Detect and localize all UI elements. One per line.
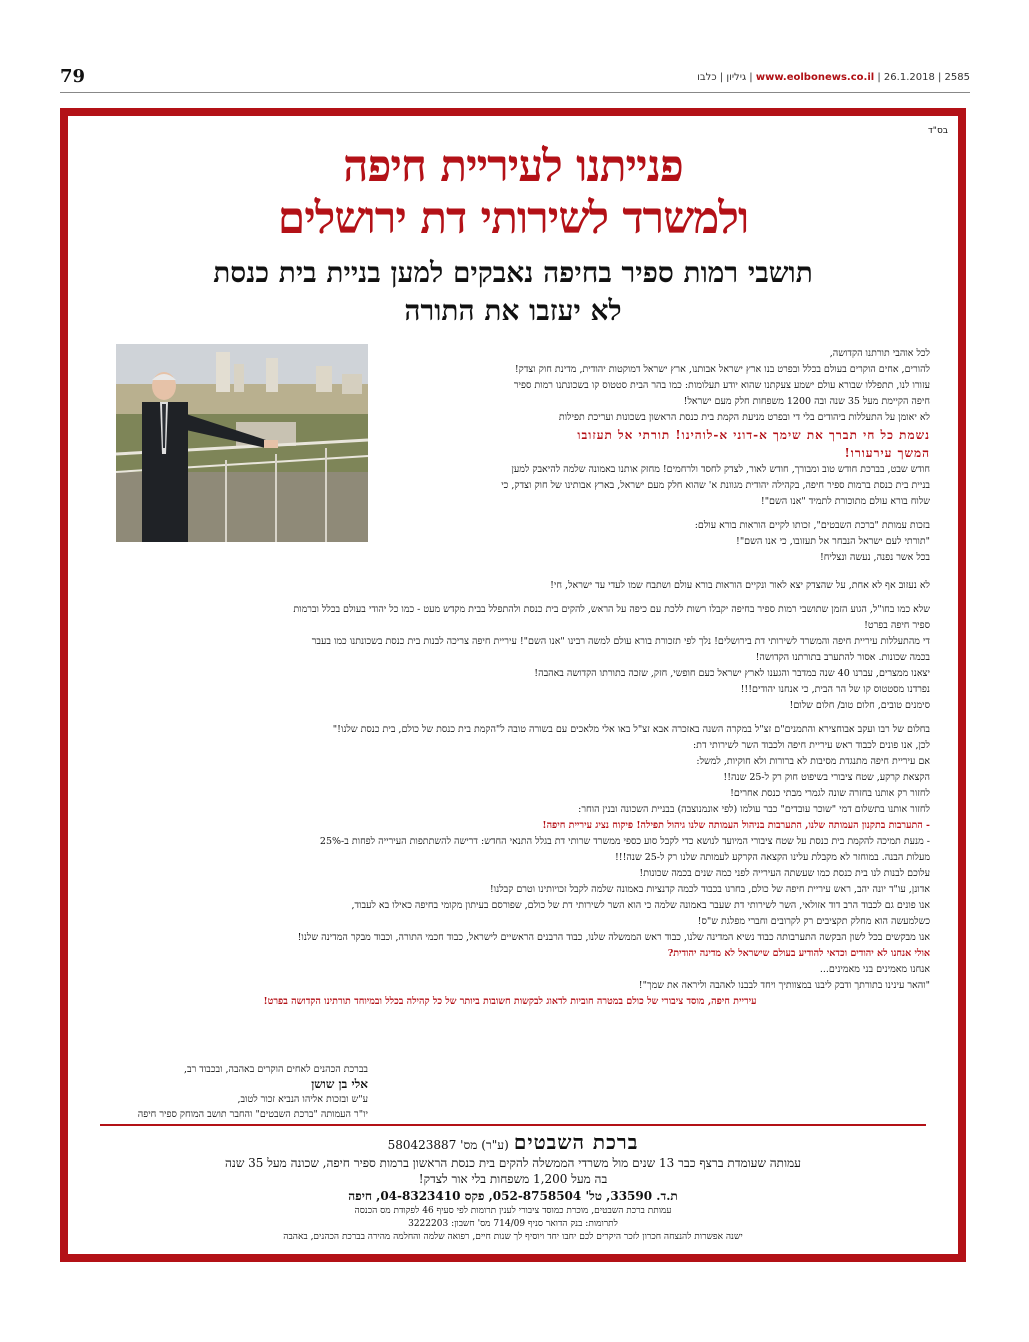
text-line: - מנעת תמיכה להקמת בית כנסת על שטח ציבורי המיועד לנושא כדי לקבל סוע כספי ממשרד שרותי דת בגלל התנאי החדש: דרישה להשתתפות העירייה לפחות ב-25% (319, 836, 930, 847)
text-line: די מהתעללות עיריית חיפה והמשרד לשירותי דת בירושלים! נלך לפי תזכורת בורא עולם למשה רבינו "אנו השם"! עיריית חיפה צריכה לבנות בית כנסת בשכונתנו כמו בעבר (311, 636, 930, 647)
footer (68, 1130, 958, 1244)
text-line: לכן, אנו פונים לכבוד ראש עיריית חיפה ולכבוד השר לשירותי דת: (692, 740, 930, 751)
signature-name: אלי בן שושן (311, 1077, 368, 1091)
text-line: עלוכם לבנות לנו בית כנסת כמו שעשתה העירייה לפני כמה שנים בכמה שכונות! (639, 868, 930, 879)
text-line: לכל אוהבי תורתנו הקדושה, (829, 348, 930, 359)
text-line: כשלמעשה הוא מחלק תקציבים רק לקרובים וחברי מפלגת ש"ס! (697, 916, 930, 927)
red-line: עיריית חיפה, מוסד ציבורי של כולם במטרה חוביות לדאוג לבקשות חשובות ביותר של כל קהילה בכלל ובמיוחד תורתינו הקדושה בפרט! (263, 996, 757, 1007)
subheadline-line-1: תושבי רמות ספיר בחיפה נאבקים למען בניית בית כנסת (213, 256, 813, 289)
site-link[interactable]: www.eolbonews.co.il (755, 72, 875, 83)
subheadline-line-2: לא יעזבו את התורה (404, 294, 622, 327)
header-info: www.eolbonews.co.il | 26.1.2018 | 2585 | גיליון | כלבו (697, 72, 970, 83)
header-divider (60, 92, 970, 93)
org-name: ברכת השבטים (513, 1130, 639, 1154)
footer-small-line: עמותת ברכת השבטים, מוכרת כמוסד ציבורי לענין תרומות לפי סעיף 46 לפקודת מס הכנסה (354, 1206, 672, 1216)
text-line: מעלות הבנה. במוחזר לא מקבלת עלינו הקצאה הקרקע לעמותה שלנו רק ל-25 שנה!!! (614, 852, 930, 863)
text-line: לחזור אותנו בתשלום דמי "שוכר עובדים" כבר עולמו (לפי אונמנוצבה) בבניית השכונה ובנין הוחר: (578, 804, 930, 815)
signature-block (98, 1062, 368, 1122)
text-line: בכל אשר נפנה, נעשה ונצליח! (819, 552, 930, 563)
text-line: הקצאת קרקע, שטח ציבורי בשיפוט חוק רק ל-25 שנה!! (723, 772, 930, 783)
text-line: "והאר עינינו בתורתך ודבק ליבנו במצוותיך ויחד לבבנו לאהבה וליראה את שמך"! (638, 980, 930, 991)
page-number: 79 (60, 66, 86, 87)
signature-line: ע"ש ובזכות אליהו הנביא זכור לטוב, (237, 1094, 368, 1105)
footer-line: עמותה שעומדת ברצף כבר 13 שנים מול משרדי הממשלה להקים בית כנסת הראשון ברמות ספיר חיפה, שכונה מעל 35 שנה (225, 1156, 801, 1170)
red-banner: נשמת כל חי תברך את שימך א-דוני א-לוהינו! תורתי אל תעזובו (577, 428, 930, 442)
headline-line-1: פנייתנו לעיריית חיפה (343, 141, 683, 192)
red-line: אולי אנחנו לא יהודים וכדאי להודיע בעולם שישראל לא מדינה יהודית? (667, 948, 930, 959)
signature-greeting: בברכת הכהנים לאחים הוקרים באהבה, ובכבוד רב, (183, 1064, 368, 1075)
text-line: עזורו לנו, תתפללו שבורא עולם ישמע צעקתנו שהוא יודע תעלומות: כמו בהר הבית סטטוס קו בשכונתנו רמות ספיר (513, 380, 930, 391)
footer-divider (100, 1124, 926, 1126)
text-line: אנו פונים גם לכבוד הרב דוד אזולאי, השר לשירותי דת שעבר באמונה שלמה כי הוא השר לשירותי דת של כולם, שפורסם בעיתון מקומי בחיפה כאילו בא לעבוד, (351, 900, 930, 911)
footer-small-line: לתרומות: בנק הדואר סניף 714/09 מס' חשבון: 3222203 (408, 1219, 618, 1229)
text-line: אדונן, עו"ד יונה יהב, ראש עיריית חיפה של כולם, בחרנו בכבוד לכמה קדנציות באמונה שלמה לקבל זכויותינו וטרם קבלנו! (489, 884, 930, 895)
body-text-section-1 (90, 578, 930, 1010)
text-line: "תורתי לעם ישראל הנבחר אל תעזובו, כי אנו השם"! (736, 536, 930, 547)
issue-info: 26.1.2018 | 2585 | גיליון | כלבו (697, 72, 970, 83)
portrait-photo (116, 344, 368, 542)
text-line: להורים, אחים הוקרים בעולם בכלל ובפרט בנו ארץ ישראל אבותנו, ארץ ישראל דמוקטות יהודית, מדינת חוק וצדק! (514, 364, 930, 375)
headline-line-2: ולמשרד לשירותי דת ירושלים (277, 193, 749, 244)
contact-line: ת.ד. 33590, טל' 052-8758504, פקס 04-8323410, חיפה (348, 1189, 678, 1203)
text-line: סימנים טובים, חלום טוב/ חלום שלום! (789, 700, 930, 711)
text-line: לא יאומן על התעללות ביהודים בלי די ובפרט מניעת הקמת בית כנסת הראשון בשכונות ועריכת תפילות (558, 412, 930, 423)
advertisement-frame (60, 108, 966, 1262)
text-line: בניית בית כנסת ברמות ספיר חיפה, בקהילה יהודית מגוונת א' שהוא חלק מעם ישראל, בארץ אבותינו של חוק וצדק, כי (501, 480, 930, 491)
photo-illustration (116, 344, 368, 542)
intro-text (370, 346, 930, 566)
org-registration: (ע"ר) מס' 580423887 (387, 1138, 509, 1152)
text-line: אם עיריית חיפה מתנגדת מסיבות לא ברורות ולא חוקיות, למשל: (696, 756, 930, 767)
text-line: אנחנו מאמינים בני מאמינים... (819, 964, 930, 975)
text-line: יצאנו ממצרים, עברנו 40 שנה במדבר והגענו לארץ ישראל כעם חופשי, חזק, שזכה בתורתו הקדושה באהבה! (534, 668, 930, 679)
text-line: בזכות עמותת "ברכת השבטים", זכותו לקיים הוראות בורא עולם: (694, 520, 930, 531)
text-line: ספיר חיפה בפרט! (864, 620, 930, 631)
text-line: שלא כמו בחו"ל, הגוע הזמן שתושבי רמות ספיר בחיפה יקבלו רשות ללכת עם כיפה על הראש, להקים בית כנסת ולהתפלל בבית מקדש מעט - כמו כל יהודי בעולם בכלל וברמות (293, 604, 930, 615)
bsd-mark: בס"ד (927, 126, 948, 136)
text-line: בכמה שכונות. אסור להתערב בתורתנו הקדושה! (755, 652, 930, 663)
footer-line: בה מעל 1,200 משפחות בלי אור לצדק! (418, 1172, 608, 1186)
footer-small-line: ישנה אפשרות להנצחה חכרון לזכר היקרים לכם יחבו יחד ויוסיף לך שנות חיים, רפואה שלמה והחלמה מהירה בברכת הכהנים, באהבה (283, 1232, 743, 1242)
red-line: - התערבות בתקנון העמותה שלנו, התערבות בניהול העמותה שלנו גיהול תפילה! פיקוח נציג עיריית חיפה! (542, 820, 930, 831)
page-header (60, 66, 970, 94)
text-line: שלוח בורא עולם מתוכורת לתמיד "אנו השם"! (760, 496, 930, 507)
text-line: אנו מבקשים בכל לשון הבקשה התערבותה כבוד נשיא המדינה שלנו, כבוד ראש הממשלה שלנו, כבוד הרבנים הראשיים לישראל, כבוד חכמי התורה, וכבוד מבקר המדינה שלנו! (297, 932, 930, 943)
signature-title: יו"ר העמותה "ברכת השבטים" והחבר תושב המוחק ספיר חיפה (137, 1109, 368, 1120)
text-line: חיפה הקיימת מעל 35 שנה ובה 1200 משפחות חלק מעם ישראל! (683, 396, 930, 407)
text-line: לחזור רק אותנו בחזרה שונה לגמרי מבתי כנסת אחרים! (730, 788, 930, 799)
text-line: לא נעזוב אף לא אחת, על שהצדק יצא לאור ונקיים הוראות בורא עולם ושתבח שמו לעדי עד ישראל, חי! (550, 580, 930, 591)
red-banner: המשך עירעורו! (844, 446, 930, 460)
text-line: חודש שבט, בברכת חודש טוב ומבורך, חודש לאור, לצדק לחסד ולרחמים! מחזק אותנו באמונה שלמה להיאבק למען (511, 464, 930, 475)
text-line: בחלום של רבו ועקב אבוחצירא והתמנים"ם זצ"ל במקרה השנה באזכרה אבא זצ"ל באו אלי מלאכים עם בשורה טובה ל"הקמת בית כנסת של כולם, בית כנסת שלנו!" (332, 724, 930, 735)
text-line: נפרדנו מסטטוס קו של הר הבית, כי אנחנו יהודים!!! (740, 684, 930, 695)
